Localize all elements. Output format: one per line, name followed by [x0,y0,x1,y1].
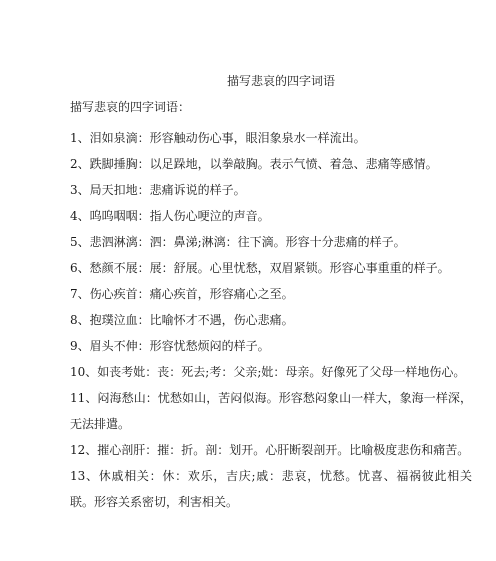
list-item: 4、呜呜咽咽：指人伤心哽泣的声音。 [70,209,270,223]
list-item: 9、眉头不伸：形容忧愁烦闷的样子。 [70,339,270,353]
list-item: 13、休戚相关：休：欢乐，吉庆;戚：悲哀，忧愁。忧喜、福祸彼此相关联。形容关系密切，利害相关。 [70,469,472,509]
entry-list [70,125,472,515]
list-item: 8、抱璞泣血：比喻怀才不遇，伤心悲痛。 [70,313,294,327]
list-item: 11、闷海愁山：忧愁如山，苦闷似海。形容愁闷象山一样大，象海一样深，无法排遣。 [70,391,472,431]
list-item: 12、摧心剖肝：摧：折。剖：划开。心肝断裂剖开。比喻极度悲伤和痛苦。 [70,443,470,457]
list-item: 1、泪如泉滴：形容触动伤心事，眼泪象泉水一样流出。 [70,131,366,145]
document-title: 描写悲哀的四字词语 [226,74,335,88]
list-item: 2、跌脚捶胸：以足跺地，以拳敲胸。表示气愤、着急、悲痛等感情。 [70,157,438,171]
list-item: 3、局天扣地：悲痛诉说的样子。 [70,183,246,197]
list-item: 5、悲泗淋漓：泗：鼻涕;淋漓：往下滴。形容十分悲痛的样子。 [70,235,406,249]
list-item: 6、愁颜不展：展：舒展。心里忧愁，双眉紧锁。形容心事重重的样子。 [70,261,450,275]
document-subtitle: 描写悲哀的四字词语： [70,100,191,114]
list-item: 10、如丧考妣：丧：死去;考：父亲;妣：母亲。好像死了父母一样地伤心。 [70,365,466,379]
list-item: 7、伤心疾首：痛心疾首，形容痛心之至。 [70,287,294,301]
